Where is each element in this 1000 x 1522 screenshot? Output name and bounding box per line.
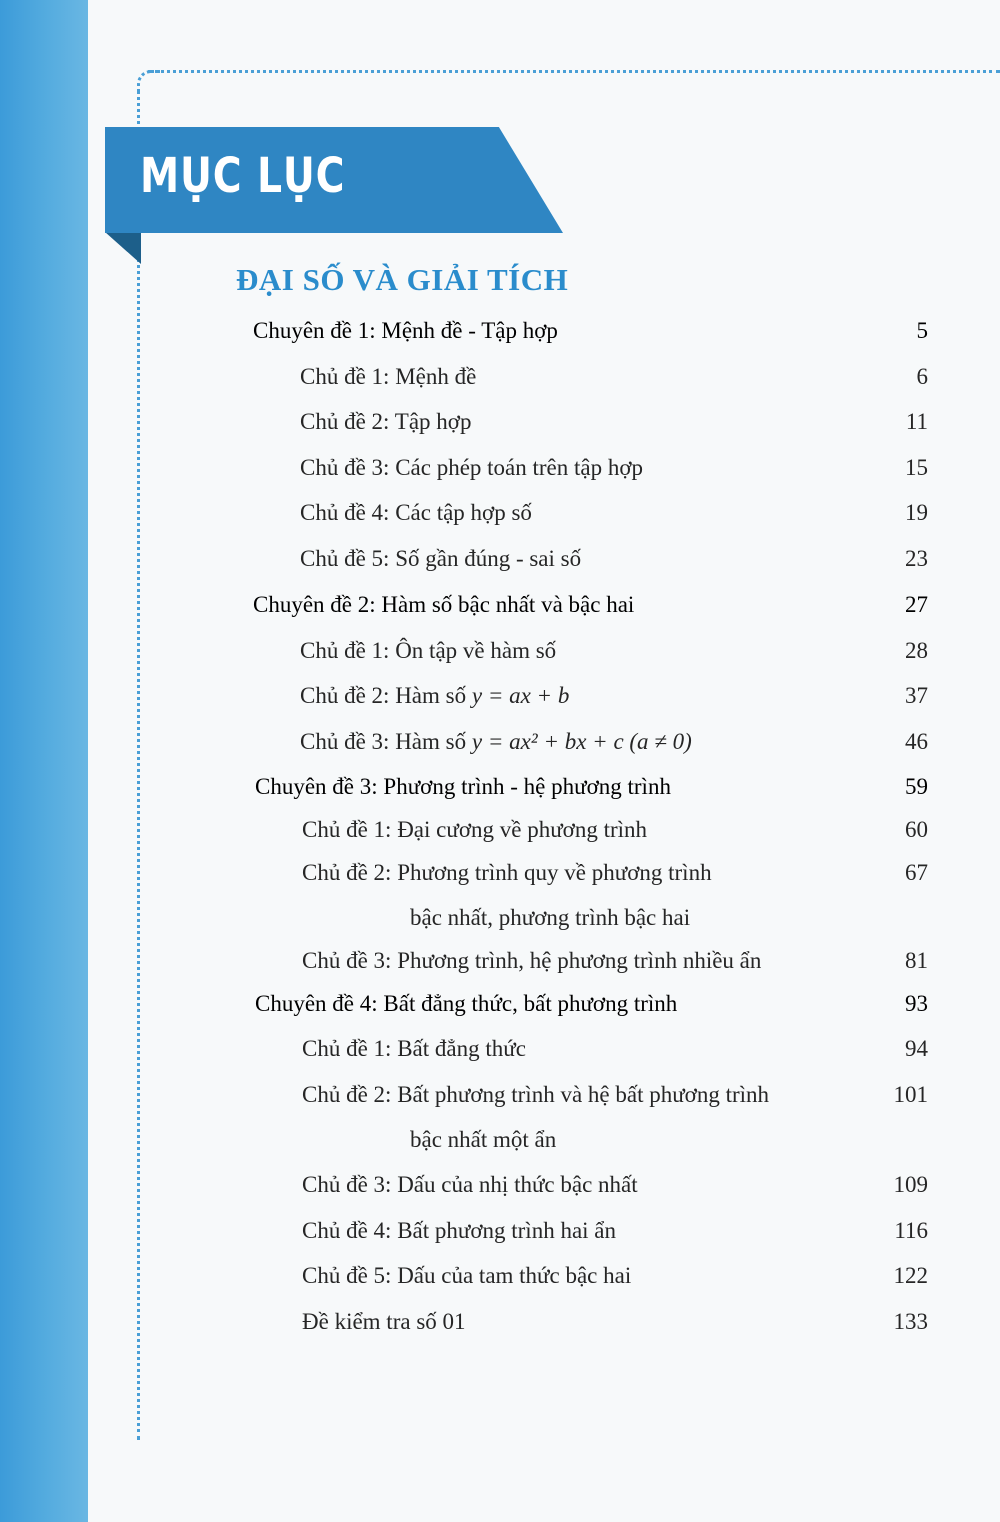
toc-chapter-row <box>253 590 928 620</box>
toc-entry-label: Chủ đề 1: Mệnh đề <box>300 364 477 389</box>
toc-page-number: 28 <box>905 638 928 663</box>
toc-entry-label: Đề kiểm tra số 01 <box>302 1309 466 1334</box>
toc-entry-label: Chuyên đề 1: Mệnh đề - Tập hợp <box>253 318 558 343</box>
toc-chapter-row <box>255 989 928 1019</box>
toc-topic-row <box>302 1216 928 1246</box>
toc-entry-label: Chủ đề 3: Hàm số <box>300 729 472 754</box>
toc-page-number: 27 <box>905 592 928 617</box>
toc-entry-title <box>302 1261 631 1291</box>
toc-topic-row <box>300 453 928 483</box>
toc-page-number: 133 <box>893 1309 928 1334</box>
toc-topic-row <box>300 636 928 666</box>
toc-page-number: 5 <box>916 318 928 343</box>
toc-topic-row <box>302 1034 928 1064</box>
toc-page-number: 6 <box>916 364 928 389</box>
toc-entry-title <box>302 858 712 888</box>
toc-entry-label: Chủ đề 5: Số gần đúng - sai số <box>300 546 582 571</box>
toc-page-number: 122 <box>893 1263 928 1288</box>
toc-entry-title <box>300 407 471 437</box>
toc-entry-label: Chủ đề 2: Hàm số <box>300 683 472 708</box>
toc-entry-label: Chủ đề 1: Bất đẳng thức <box>302 1036 526 1061</box>
toc-page-number: 109 <box>893 1172 928 1197</box>
toc-entry-title <box>253 590 634 620</box>
toc-entry-title <box>300 544 581 574</box>
toc-topic-row <box>300 544 928 574</box>
toc-topic-row <box>302 1307 928 1337</box>
toc-entry-label: bậc nhất, phương trình bậc hai <box>410 905 691 930</box>
toc-entry-title <box>302 946 761 976</box>
toc-entry-label: Chủ đề 1: Đại cương về phương trình <box>302 817 648 842</box>
toc-entry-label: Chủ đề 4: Bất phương trình hai ẩn <box>302 1218 617 1243</box>
toc-entry-label: Chủ đề 3: Phương trình, hệ phương trình nhiều ẩn <box>302 948 762 973</box>
toc-entry-label: Chủ đề 1: Ôn tập về hàm số <box>300 638 557 663</box>
toc-entry-title <box>300 636 556 666</box>
toc-topic-row <box>302 1080 928 1110</box>
toc-entry-label: Chuyên đề 3: Phương trình - hệ phương trình <box>255 774 671 799</box>
toc-chapter-row <box>253 316 928 346</box>
toc-page-number: 81 <box>905 948 928 973</box>
toc-entry-label: Chủ đề 3: Các phép toán trên tập hợp <box>300 455 644 480</box>
frame-top-dotted <box>148 70 1000 73</box>
toc-page-number: 67 <box>905 860 928 885</box>
frame-corner <box>137 70 160 93</box>
toc-entry-title <box>302 1034 526 1064</box>
toc-entry-title <box>300 362 476 392</box>
toc-page-number: 93 <box>905 991 928 1016</box>
toc-page-number: 46 <box>905 729 928 754</box>
toc-entry-title <box>300 453 643 483</box>
toc-entry-label: Chuyên đề 2: Hàm số bậc nhất và bậc hai <box>253 592 635 617</box>
toc-entry-formula: y = ax² + bx + c (a ≠ 0) <box>471 729 692 754</box>
toc-topic-row <box>300 362 928 392</box>
side-color-band <box>0 0 88 1522</box>
toc-page-number: 60 <box>905 817 928 842</box>
toc-entry-label: Chủ đề 2: Tập hợp <box>300 409 472 434</box>
toc-entry-title <box>410 903 690 933</box>
toc-entry-label: bậc nhất một ẩn <box>410 1127 557 1152</box>
toc-entry-title <box>300 498 532 528</box>
toc-page-number: 19 <box>905 500 928 525</box>
toc-topic-row <box>300 681 928 711</box>
toc-entry-title <box>255 989 677 1019</box>
toc-entry-title <box>302 815 647 845</box>
toc-page-number: 116 <box>894 1218 928 1243</box>
toc-entry-title <box>253 316 558 346</box>
toc-topic-row <box>302 858 928 888</box>
toc-continuation-row <box>410 903 928 933</box>
toc-page-number: 23 <box>905 546 928 571</box>
toc-entry-title <box>300 727 692 757</box>
toc-topic-row <box>300 407 928 437</box>
banner-title: MỤC LỤC <box>140 148 346 204</box>
toc-entry-label: Chủ đề 4: Các tập hợp số <box>300 500 532 525</box>
toc-entry-label: Chủ đề 2: Bất phương trình và hệ bất phương trình <box>302 1082 770 1107</box>
toc-topic-row <box>302 1170 928 1200</box>
toc-topic-row <box>300 727 928 757</box>
toc-entry-label: Chuyên đề 4: Bất đẳng thức, bất phương trình <box>255 991 678 1016</box>
toc-entry-title <box>410 1125 556 1155</box>
toc-entry-label: Chủ đề 2: Phương trình quy về phương trình <box>302 860 712 885</box>
toc-topic-row <box>300 498 928 528</box>
toc-entry-title <box>302 1307 466 1337</box>
toc-topic-row <box>302 815 928 845</box>
toc-page-number: 11 <box>905 409 928 434</box>
toc-entry-label: Chủ đề 5: Dấu của tam thức bậc hai <box>302 1263 632 1288</box>
toc-entry-title <box>255 772 671 802</box>
toc-chapter-row <box>255 772 928 802</box>
toc-entry-title <box>302 1216 616 1246</box>
toc-page-number: 59 <box>905 774 928 799</box>
toc-topic-row <box>302 946 928 976</box>
toc-entry-title <box>302 1170 638 1200</box>
section-title: ĐẠI SỐ VÀ GIẢI TÍCH <box>236 262 569 297</box>
toc-entry-label: Chủ đề 3: Dấu của nhị thức bậc nhất <box>302 1172 638 1197</box>
toc-entry-title <box>302 1080 769 1110</box>
toc-entry-title <box>300 681 569 711</box>
toc-page-number: 101 <box>893 1082 928 1107</box>
toc-page-number: 94 <box>905 1036 928 1061</box>
toc-page-number: 15 <box>905 455 928 480</box>
toc-entry-formula: y = ax + b <box>471 683 570 708</box>
banner-fold <box>105 232 141 264</box>
toc-topic-row <box>302 1261 928 1291</box>
toc-page-number: 37 <box>905 683 928 708</box>
frame-left-dotted <box>137 90 140 1440</box>
toc-continuation-row <box>410 1125 928 1155</box>
